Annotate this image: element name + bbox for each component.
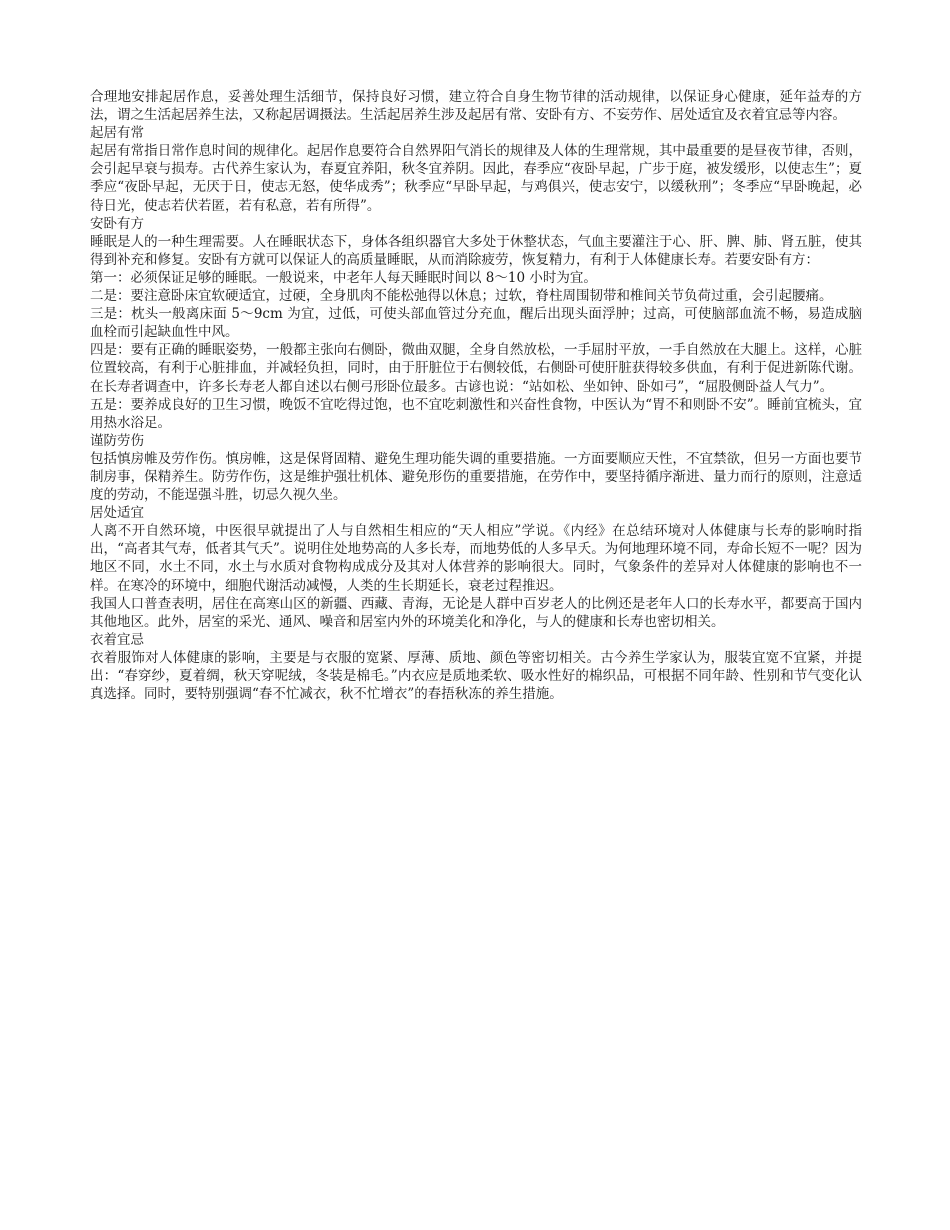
section-heading-prevent-strain: 谨防劳伤 [90, 432, 144, 449]
section-paragraph: 我国人口普查表明，居住在高寒山区的新疆、西藏、青海，无论是人群中百岁老人的比例还是老年人口的长寿水平，都要高于国内其他地区。此外，居室的采光、通风、噪音和居室内外的环境美化和净化，与人的健康和长寿也密切相关。 [90, 595, 862, 630]
section-paragraph: 包括慎房帷及劳作伤。慎房帷，这是保肾固精、避免生理功能失调的重要措施。一方面要顺应天性，不宜禁欲，但另一方面也要节制房事，保精养生。防劳作伤，这是维护强壮机体、避免形伤的重要措施，在劳作中，要坚持循序渐进、量力而行的原则，注意适度的劳动，不能逞强斗胜，切忌久视久坐。 [90, 450, 862, 504]
section-paragraph: 第一：必须保证足够的睡眠。一般说来，中老年人每天睡眠时间以 8～10 小时为宜。 [90, 269, 597, 286]
section-heading-regular-routine: 起居有常 [90, 125, 144, 142]
section-paragraph: 三是：枕头一般离床面 5～9cm 为宜，过低，可使头部血管过分充血，醒后出现头面浮肿；过高，可使脑部血流不畅，易造成脑血栓而引起缺血性中风。 [90, 306, 862, 341]
section-paragraph: 二是：要注意卧床宜软硬适宜，过硬，全身肌肉不能松弛得以休息；过软，脊柱周围韧带和椎间关节负荷过重，会引起腰痛。 [90, 288, 833, 305]
section-paragraph: 起居有常指日常作息时间的规律化。起居作息要符合自然界阳气消长的规律及人体的生理常规，其中最重要的是昼夜节律，否则，会引起早衰与损寿。古代养生家认为，春夏宜养阳，秋冬宜养阴。因此，春季应“夜卧早起，广步于庭，被发缓形，以使志生”；夏季应“夜卧早起，无厌于日，使志无怒，使华成秀”；秋季应“早卧早起，与鸡俱兴，使志安宁，以缓秋刑”；冬季应“早卧晚起，必待日光，使志若伏若匿，若有私意，若有所得”。 [90, 143, 862, 214]
section-heading-clothing: 衣着宜忌 [90, 631, 144, 648]
section-paragraph: 人离不开自然环境，中医很早就提出了人与自然相生相应的“天人相应”学说。《内经》在总结环境对人体健康与长寿的影响时指出，“高者其气寿，低者其气夭”。说明住处地势高的人多长寿，而地势低的人多早夭。为何地理环境不同，寿命长短不一呢？因为地区不同，水土不同，水土与水质对食物构成成分及其对人体营养的影响很大。同时，气象条件的差异对人体健康的影响也不一样。在寒冷的环境中，细胞代谢活动减慢，人类的生长期延长，衰老过程推迟。 [90, 523, 862, 594]
section-paragraph: 睡眠是人的一种生理需要。人在睡眠状态下，身体各组织器官大多处于休整状态，气血主要灌注于心、肝、脾、肺、肾五脏，使其得到补充和修复。安卧有方就可以保证人的高质量睡眠，从而消除疲劳，恢复精力，有利于人体健康长寿。若要安卧有方： [90, 233, 862, 268]
section-paragraph: 衣着服饰对人体健康的影响，主要是与衣服的宽紧、厚薄、质地、颜色等密切相关。古今养生学家认为，服装宜宽不宜紧，并提出：“春穿纱，夏着绸，秋天穿呢绒，冬装是棉毛。”内衣应是质地柔软、吸水性好的棉织品，可根据不同年龄、性别和节气变化认真选择。同时，要特别强调“春不忙减衣，秋不忙增衣”的春捂秋冻的养生措施。 [90, 649, 862, 703]
section-paragraph: 五是：要养成良好的卫生习惯，晚饭不宜吃得过饱，也不宜吃刺激性和兴奋性食物，中医认为“胃不和则卧不安”。睡前宜梳头，宜用热水浴足。 [90, 396, 862, 431]
section-heading-dwelling: 居处适宜 [90, 505, 144, 522]
section-paragraph: 四是：要有正确的睡眠姿势，一般都主张向右侧卧，微曲双腿，全身自然放松，一手屈肘平放，一手自然放在大腿上。这样，心脏位置较高，有利于心脏排血，并减轻负担，同时，由于肝脏位于右侧较低，右侧卧可使肝脏获得较多供血，有利于促进新陈代谢。在长寿者调查中，许多长寿老人都自述以右侧弓形卧位最多。古谚也说：“站如松、坐如钟、卧如弓”，“屈股侧卧益人气力”。 [90, 342, 862, 395]
document-body [90, 88, 862, 703]
section-heading-sleep: 安卧有方 [90, 215, 144, 232]
intro-paragraph: 合理地安排起居作息，妥善处理生活细节，保持良好习惯，建立符合自身生物节律的活动规律，以保证身心健康，延年益寿的方法，谓之生活起居养生法，又称起居调摄法。生活起居养生涉及起居有常、安卧有方、不妄劳作、居处适宜及衣着宜忌等内容。 [90, 89, 862, 124]
